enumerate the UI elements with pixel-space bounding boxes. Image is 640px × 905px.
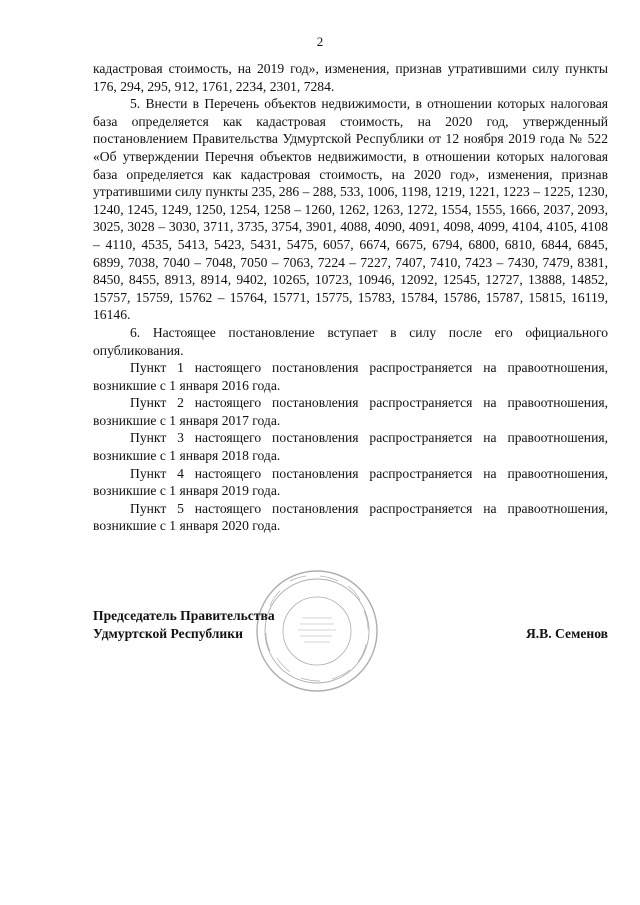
paragraph-clause-1: Пункт 1 настоящего постановления распространяется на правоотношения, возникшие с 1 января 2016 года. (93, 360, 608, 393)
signature-block (93, 607, 608, 642)
paragraph-clause-5: Пункт 5 настоящего постановления распространяется на правоотношения, возникшие с 1 января 2020 года. (93, 500, 608, 534)
paragraph-continuation: кадастровая стоимость, на 2019 год», изменения, признав утратившими силу пункты 176, 294, 295, 912, 1761, 2234, 2301, 7284. (93, 61, 608, 94)
paragraph-clause-2: Пункт 2 настоящего постановления распространяется на правоотношения, возникшие с 1 января 2017 года. (93, 395, 608, 428)
signatory-title-line2: Удмуртской Республики (93, 625, 243, 641)
paragraph-item-6: 6. Настоящее постановление вступает в силу после его официального опубликования. (93, 324, 608, 358)
page-number: 2 (316, 34, 324, 49)
signatory-name: Я.В. Семенов (525, 625, 608, 641)
signatory-title-line1: Председатель Правительства (93, 608, 275, 623)
document-body (93, 60, 608, 535)
paragraph-item-5: 5. Внести в Перечень объектов недвижимости, в отношении которых налоговая база определяется как кадастровая стоимость, на 2020 год, утвержденный постановлением Правительства Удмуртской Республики от 12 ноября 2019 года № 522 «Об утверждении Перечня объектов недвижимости, в отношении которых налоговая база определяется как кадастровая стоимость, на 2020 год», изменения, признав утратившими силу пункты 235, 286 – 288, 533, 1006, 1198, 1219, 1221, 1223 – 1225, 1230, 1240, 1245, 1249, 1250, 1254, 1258 – 1260, 1262, 1263, 1272, 1554, 1555, 1666, 2037, 2093, 3025, 3028 – 3030, 3711, 3735, 3754, 3901, 4088, 4090, 4091, 4098, 4099, 4104, 4105, 4108 – 4110, 4535, 5413, 5423, 5431, 5475, 6057, 6674, 6675, 6794, 6800, 6810, 6844, 6845, 6899, 7038, 7040 – 7048, 7050 – 7063, 7224 – 7227, 7407, 7410, 7423 – 7430, 7479, 8381, 8450, 8455, 8913, 8914, 9402, 10265, 10723, 10946, 12092, 12545, 12727, 13888, 14852, 15757, 15759, 15762 – 15764, 15771, 15775, 15783, 15784, 15786, 15787, 15815, 16119, 16146. (93, 96, 608, 323)
paragraph-clause-4: Пункт 4 настоящего постановления распространяется на правоотношения, возникшие с 1 января 2019 года. (93, 465, 608, 499)
paragraph-clause-3: Пункт 3 настоящего постановления распространяется на правоотношения, возникшие с 1 января 2018 года. (93, 430, 608, 464)
